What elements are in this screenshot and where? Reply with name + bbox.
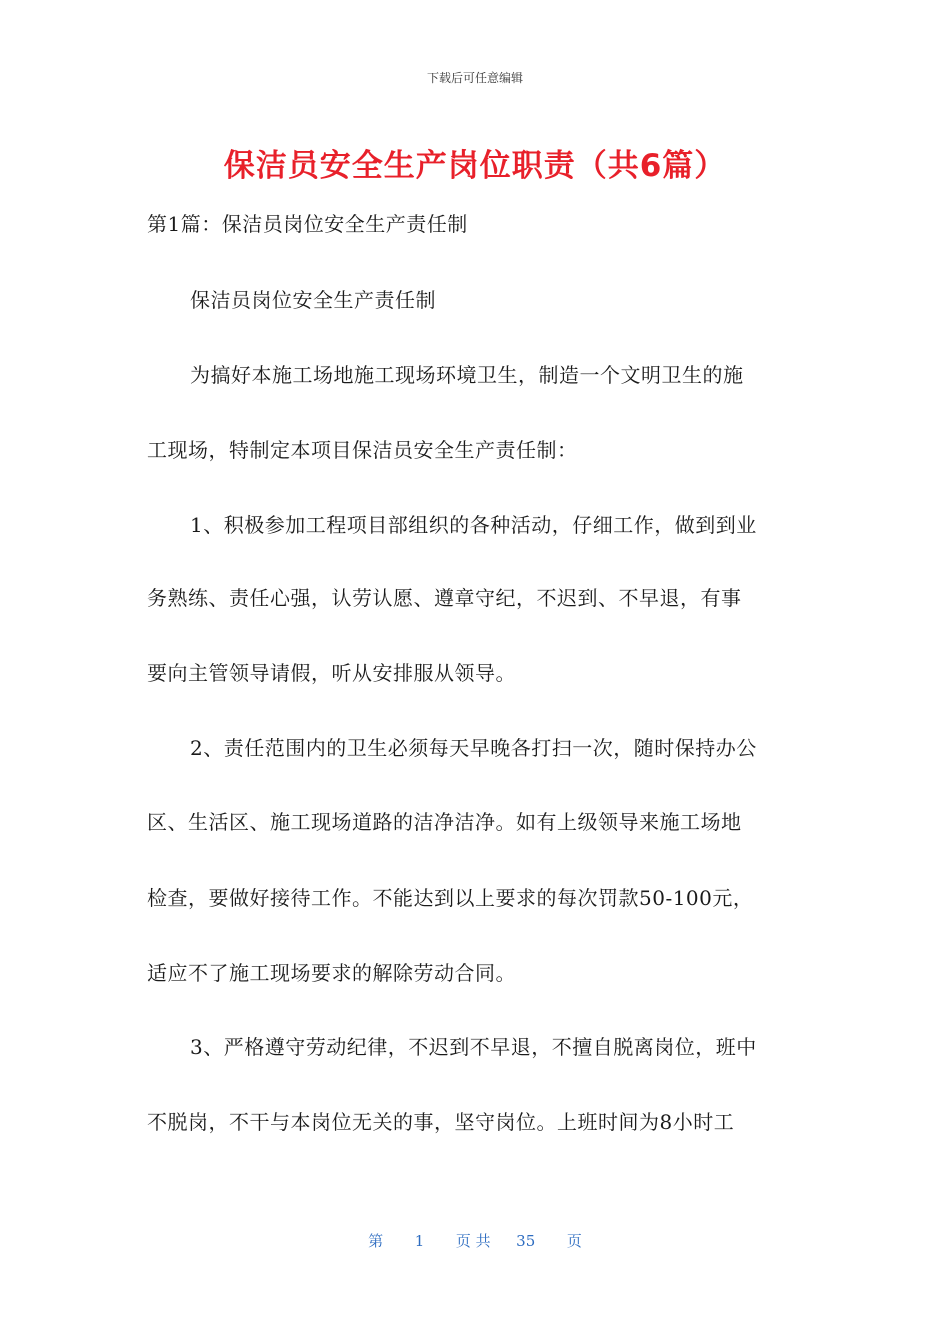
paragraph-line: 要向主管领导请假，听从安排服从领导。 bbox=[147, 661, 516, 685]
document-title: 保洁员安全生产岗位职责（共6篇） bbox=[223, 148, 727, 184]
section-heading: 第1篇：保洁员岗位安全生产责任制 bbox=[147, 212, 468, 236]
paragraph-line: 适应不了施工现场要求的解除劳动合同。 bbox=[147, 961, 516, 985]
header-note: 下载后可任意编辑 bbox=[426, 71, 523, 85]
footer-suffix: 页 bbox=[566, 1232, 582, 1250]
paragraph-line: 检查，要做好接待工作。不能达到以上要求的每次罚款50-100元， bbox=[147, 886, 754, 910]
paragraph-line: 1、积极参加工程项目部组织的各种活动，仔细工作，做到到业 bbox=[190, 513, 757, 537]
footer-prefix: 第 bbox=[368, 1232, 384, 1250]
footer-middle: 页 共 bbox=[455, 1232, 491, 1250]
footer-total-pages: 35 bbox=[516, 1232, 536, 1250]
paragraph-line: 务熟练、责任心强，认劳认愿、遵章守纪，不迟到、不早退，有事 bbox=[147, 586, 742, 610]
paragraph-line: 不脱岗，不干与本岗位无关的事，坚守岗位。上班时间为8小时工 bbox=[147, 1110, 735, 1134]
footer-page-number: 1 bbox=[414, 1232, 425, 1250]
paragraph-line: 区、生活区、施工现场道路的洁净洁净。如有上级领导来施工场地 bbox=[147, 810, 742, 834]
page-footer bbox=[0, 1230, 950, 1251]
paragraph-line: 为搞好本施工场地施工现场环境卫生，制造一个文明卫生的施 bbox=[190, 363, 744, 387]
paragraph-line: 2、责任范围内的卫生必须每天早晚各打扫一次，随时保持办公 bbox=[190, 736, 757, 760]
paragraph-line: 工现场，特制定本项目保洁员安全生产责任制： bbox=[147, 438, 578, 462]
paragraph-heading: 保洁员岗位安全生产责任制 bbox=[190, 288, 436, 312]
paragraph-line: 3、严格遵守劳动纪律，不迟到不早退，不擅自脱离岗位，班中 bbox=[190, 1035, 757, 1059]
